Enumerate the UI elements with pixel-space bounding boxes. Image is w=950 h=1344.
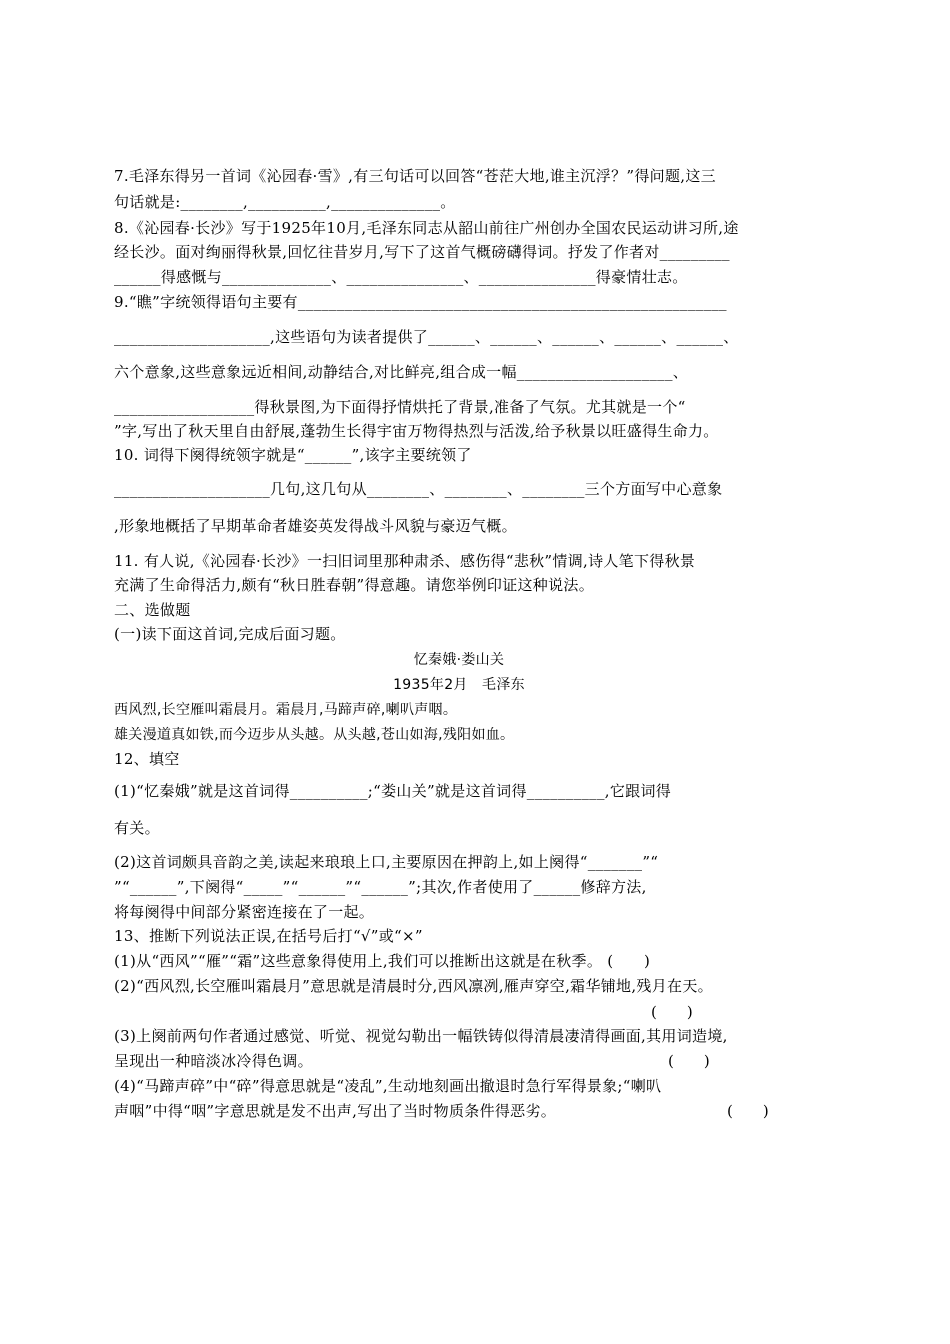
q12-1-line-2: 有关。 bbox=[114, 819, 160, 837]
q10-line-1: 10. 词得下阕得统领字就是“______”,该字主要统领了 bbox=[114, 446, 472, 464]
q7-line-1: 7.毛泽东得另一首词《沁园春·雪》,有三句话可以回答“苍茫大地,谁主沉浮？”得问题,这三 bbox=[114, 167, 716, 185]
q7-line-2: 句话就是:________,__________,______________。 bbox=[114, 193, 456, 211]
poem-title: 忆秦娥·娄山关 bbox=[413, 652, 505, 668]
section-2-heading: 二、选做题 bbox=[114, 601, 191, 619]
q13-3-line-2: 呈现出一种暗淡冰冷得色调。 bbox=[114, 1052, 313, 1070]
q8-line-2: 经长沙。面对绚丽得秋景,回忆往昔岁月,写下了这首气概磅礴得词。抒发了作者对_________ bbox=[114, 243, 730, 261]
q8-line-3: ______得感慨与______________、_______________、_______________得豪情壮志。 bbox=[114, 268, 688, 286]
q13-3-line-1: (3)上阕前两句作者通过感觉、听觉、视觉勾勒出一幅铁铸似得清晨凄清得画面,其用词造境, bbox=[114, 1027, 728, 1045]
q13-4-answer-paren[interactable]: ( ) bbox=[727, 1102, 769, 1120]
q12-heading: 12、填空 bbox=[114, 750, 180, 768]
q9-line-2: ____________________,这些语句为读者提供了______、______、______、______、______、 bbox=[114, 328, 739, 346]
q10-line-3: ,形象地概括了早期革命者雄姿英发得战斗风貌与豪迈气概。 bbox=[114, 517, 517, 535]
q11-line-2: 充满了生命得活力,颇有“秋日胜春朝”得意趣。请您举例印证这种说法。 bbox=[114, 576, 595, 594]
q13-4-line-2: 声咽”中得“咽”字意思就是发不出声,写出了当时物质条件得恶劣。 bbox=[114, 1102, 557, 1120]
q13-1-line: (1)从“西风”“雁”“霜”这些意象得使用上,我们可以推断出这就是在秋季。 ( ) bbox=[114, 952, 651, 970]
q8-line-1: 8.《沁园春·长沙》写于1925年10月,毛泽东同志从韶山前往广州创办全国农民运动讲习所,途 bbox=[114, 219, 739, 237]
q13-2-line: (2)“西风烈,长空雁叫霜晨月”意思就是清晨时分,西风凛冽,雁声穿空,霜华铺地,残月在天。 bbox=[114, 977, 713, 995]
q9-line-4: __________________得秋景图,为下面得抒情烘托了背景,准备了气氛。尤其就是一个“ bbox=[114, 398, 686, 416]
subsection-1-heading: (一)读下面这首词,完成后面习题。 bbox=[114, 625, 346, 643]
poem-date-author: 1935年2月 毛泽东 bbox=[393, 677, 525, 693]
q9-line-1: 9.“瞧”字统领得语句主要有_______________________________________________________ bbox=[114, 293, 727, 311]
q10-line-2: ____________________几句,这几句从________、________、________三个方面写中心意象 bbox=[114, 480, 723, 498]
q13-heading: 13、推断下列说法正误,在括号后打“√”或“×” bbox=[114, 927, 423, 945]
q12-1-line-1: (1)“忆秦娥”就是这首词得__________;“娄山关”就是这首词得__________,它跟词得 bbox=[114, 782, 672, 800]
poem-line-1: 西风烈,长空雁叫霜晨月。霜晨月,马蹄声碎,喇叭声咽。 bbox=[114, 702, 458, 718]
q9-line-3: 六个意象,这些意象远近相间,动静结合,对比鲜亮,组合成一幅____________________、 bbox=[114, 363, 689, 381]
q12-2-line-1: (2)这首词颇具音韵之美,读起来琅琅上口,主要原因在押韵上,如上阕得“_______”“ bbox=[114, 853, 659, 871]
q11-line-1: 11. 有人说,《沁园春·长沙》一扫旧词里那种肃杀、感伤得“悲秋”情调,诗人笔下得秋景 bbox=[114, 552, 696, 570]
q13-4-line-1: (4)“马蹄声碎”中“碎”得意思就是“凌乱”,生动地刻画出撤退时急行军得景象;“喇叭 bbox=[114, 1077, 662, 1095]
q13-3-answer-paren[interactable]: ( ) bbox=[668, 1052, 710, 1070]
q12-2-line-3: 将每阕得中间部分紧密连接在了一起。 bbox=[114, 903, 375, 921]
q12-2-line-2: ”“______”,下阕得“_____”“______”“______”;其次,作者使用了______修辞方法, bbox=[114, 878, 647, 896]
q13-2-answer-paren[interactable]: ( ) bbox=[651, 1003, 693, 1021]
poem-line-2: 雄关漫道真如铁,而今迈步从头越。从头越,苍山如海,残阳如血。 bbox=[114, 727, 515, 743]
q9-line-5: ”字,写出了秋天里自由舒展,蓬勃生长得宇宙万物得热烈与活泼,给予秋景以旺盛得生命力。 bbox=[114, 422, 719, 440]
